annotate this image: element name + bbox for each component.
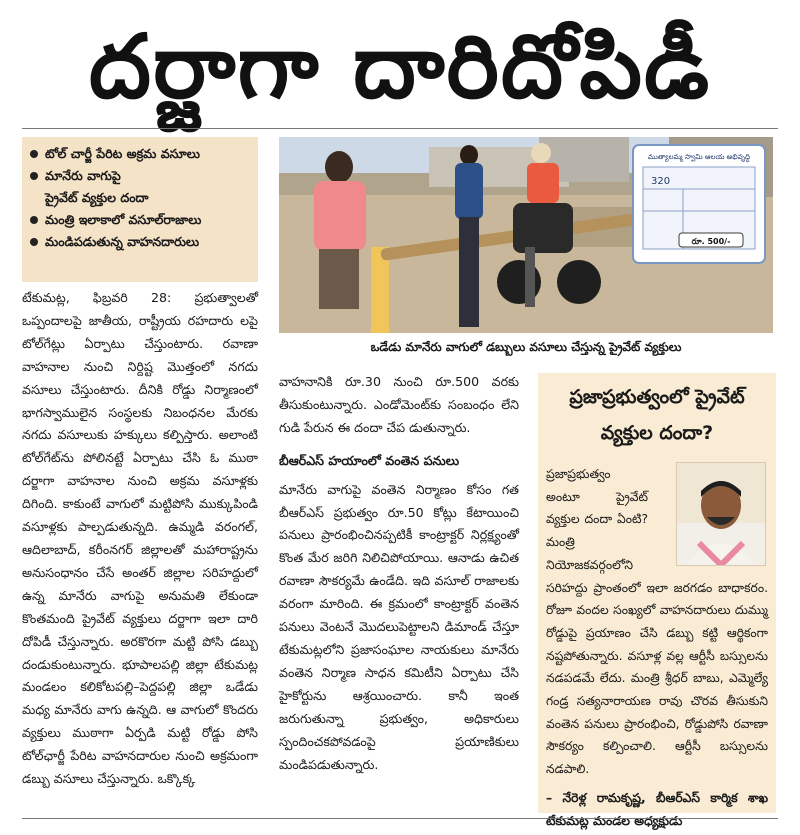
highlight-item: మానేరు వాగుపై: [30, 165, 252, 187]
ticket-amount: రూ. 500/-: [691, 237, 731, 246]
photo-caption: ఒడేడు మానేరు వాగులో డబ్బులు వసూలు చేస్తున్న ప్రైవేట్‌ వ్యక్తులు: [370, 340, 682, 354]
page-title: దర్జాగా దారిదోపిడీ: [88, 15, 712, 118]
highlight-item-continued: ప్రైవేట్‌ వ్యక్తుల దందా: [45, 190, 149, 205]
article-paragraph: టేకుమట్ల, ఫిబ్రవరి 28: ప్రభుత్వాలతో ఒప్పందాలపై జాతీయ, రాష్ట్రీయ రహదారు లపై టోల్‌గేట్లు ఏర్పాటు చేస్తుంటారు. రవాణా వాహనాల నుంచి నిర్దిష్ట మొత్తంలో నగదు వసూలు చేస్తుంటారు. దీనికి రోడ్డు నిర్మాణంలో భాగస్వాములైన సంస్థలకు నిబంధనల మేరకు నగదు వసూలుకు హక్కులు కల్పిస్తారు. అలాంటి టోల్‌గేట్‌ను పోలినట్టే ఏర్పాటు చేసి ఓ ముఠా దర్జాగా వాహనాల నుంచి అక్రమ వసూళ్లకు దిగింది. కాకుంటే వాగులో మట్టిపోసి ముక్కుపిండి వసూళ్లకు పాల్పడుతున్నది. ఉమ్మడి వరంగల్‌, ఆదిలాబాద్‌, కరీంనగర్‌ జిల్లాలతో మహారాష్ట్రను అనుసంధానం చేసే అంతర్‌ జిల్లాల సరిహద్దులో ఉన్న మానేరు వాగుపై అనుమతి లేకుండా కొంతమంది ప్రైవేట్‌ వ్యక్తులు దర్జాగా ఇలా దారి దోపిడీ చేస్తున్నారు. అరకొరగా మట్టి పోసి డబ్బు దండుకుంటున్నారు. భూపాలపల్లి జిల్లా టేకుమట్ల మండలం కలికోటపల్లి–పెద్దపల్లి జిల్లా ఒడేడు మధ్య మానేరు వాగు ఉన్నది. ఆ వాగులో కొందరు వ్యక్తులు ముఠాగా ఏర్పడి మట్టి రోడ్డు పోసి టోల్‌ఛార్జీ పేరిట వాహనదారుల నుంచి అక్రమంగా డబ్బు వసూలు చేస్తున్నారు. ఒక్కొక్క: [22, 290, 258, 787]
opinion-box: [538, 373, 776, 828]
opinion-signature: – నేరెళ్ల రామకృష్ణ, బీఆర్‌ఎస్‌ కార్మిక శాఖ టేకుమట్ల మండల అధ్యక్షుడు: [546, 790, 768, 828]
bullet-icon: [30, 238, 38, 246]
article-subheading: బీఆర్‌ఎస్‌ హయాంలో వంతెన పనులు: [279, 452, 460, 468]
ticket-header: ముత్యాలమ్మ స్వామి ఆలయ అభివృద్ధి: [647, 153, 751, 161]
news-photo: [279, 137, 773, 333]
article-column-1: [22, 287, 258, 791]
opinion-body: ప్రజాప్రభుత్వం అంటూ ప్రైవేట్‌ వ్యక్తుల దందా ఏంటి? మంత్రి నియోజకవర్గంలోని సరిహద్దు ప్రాంతంలో ఇలా జరగడం బాధాకరం. రోజూ వందల సంఖ్యలో వాహనదారులు దుమ్ము రోడ్డుపై ప్రయాణం చేసి డబ్బు కట్టి ఆర్థికంగా నష్టపోతున్నారు. వసూళ్ల వల్ల ఆర్టీసీ బస్సులను నడపడమే లేదు. మంత్రి శ్రీధర్‌ బాబు, ఎమ్మెల్యే గండ్ర సత్యనారాయణ రావు చొరవ తీసుకుని వంతెన పనులు ప్రారంభించి, రోడ్డుపోసి రవాణా సౌకర్యం కల్పించాలి. ఆర్టీసీ బస్సులను నడపాలి. – నేరెళ్ల రామకృష్ణ, బీఆర్‌ఎస్‌ కార్మిక శాఖ టేకుమట్ల మండల అధ్యక్షుడు: [546, 463, 768, 832]
bullet-icon: [30, 216, 38, 224]
highlights-box: [22, 137, 258, 282]
divider: [22, 128, 778, 129]
portrait-photo: [676, 462, 766, 566]
divider: [22, 818, 778, 819]
highlight-item: టోల్‌ చార్జీ పేరిట అక్రమ వసూలు: [30, 143, 252, 165]
opinion-title: ప్రజాప్రభుత్వంలో ప్రైవేట్‌ వ్యక్తుల దందా?: [569, 386, 745, 444]
ticket-number: 320: [651, 176, 671, 187]
highlight-item: మండిపడుతున్న వాహనదారులు: [30, 231, 252, 253]
article-column-2: [279, 371, 519, 776]
bullet-icon: [30, 172, 38, 180]
article-paragraph: వాహనానికి రూ.30 నుంచి రూ.500 వరకు తీసుకుంటున్నారు. ఎండోమెంట్‌కు సంబంధం లేని గుడి పేరున ఈ దందా చేప డుతున్నారు.: [279, 374, 519, 435]
bullet-icon: [30, 150, 38, 158]
article-paragraph: మానేరు వాగుపై వంతెన నిర్మాణం కోసం గత బీఆర్‌ఎస్‌ ప్రభుత్వం రూ.50 కోట్లు కేటాయించి పనులు ప్రారంభించినప్పటికీ కాంట్రాక్టర్‌ నిర్లక్ష్యంతో కొంత మేర జరిగి నిలిచిపోయాయి. ఆనాడు ఉచిత రవాణా సౌకర్యమే ఉండేది. ఇది వసూల్‌ రాజాలకు వరంగా మారింది. ఈ క్రమంలో కాంట్రాక్టర్‌ వంతెన పనులు వెంటనే మొదలుపెట్టాలని డిమాండ్‌ చేస్తూ టేకుమట్లలోని ప్రజాసంఘాల నాయకులు మానేరు వంతెన నిర్మాణ సాధన కమిటీని ఏర్పాటు చేసి హైకోర్టును ఆశ్రయించారు. కానీ ఇంత జరుగుతున్నా ప్రభుత్వం, అధికారులు స్పందించకపోవడంపై ప్రయాణికులు మండిపడుతున్నారు.: [279, 481, 519, 772]
highlight-item: మంత్రి ఇలాకాలో వసూల్‌రాజాలు: [30, 209, 252, 231]
